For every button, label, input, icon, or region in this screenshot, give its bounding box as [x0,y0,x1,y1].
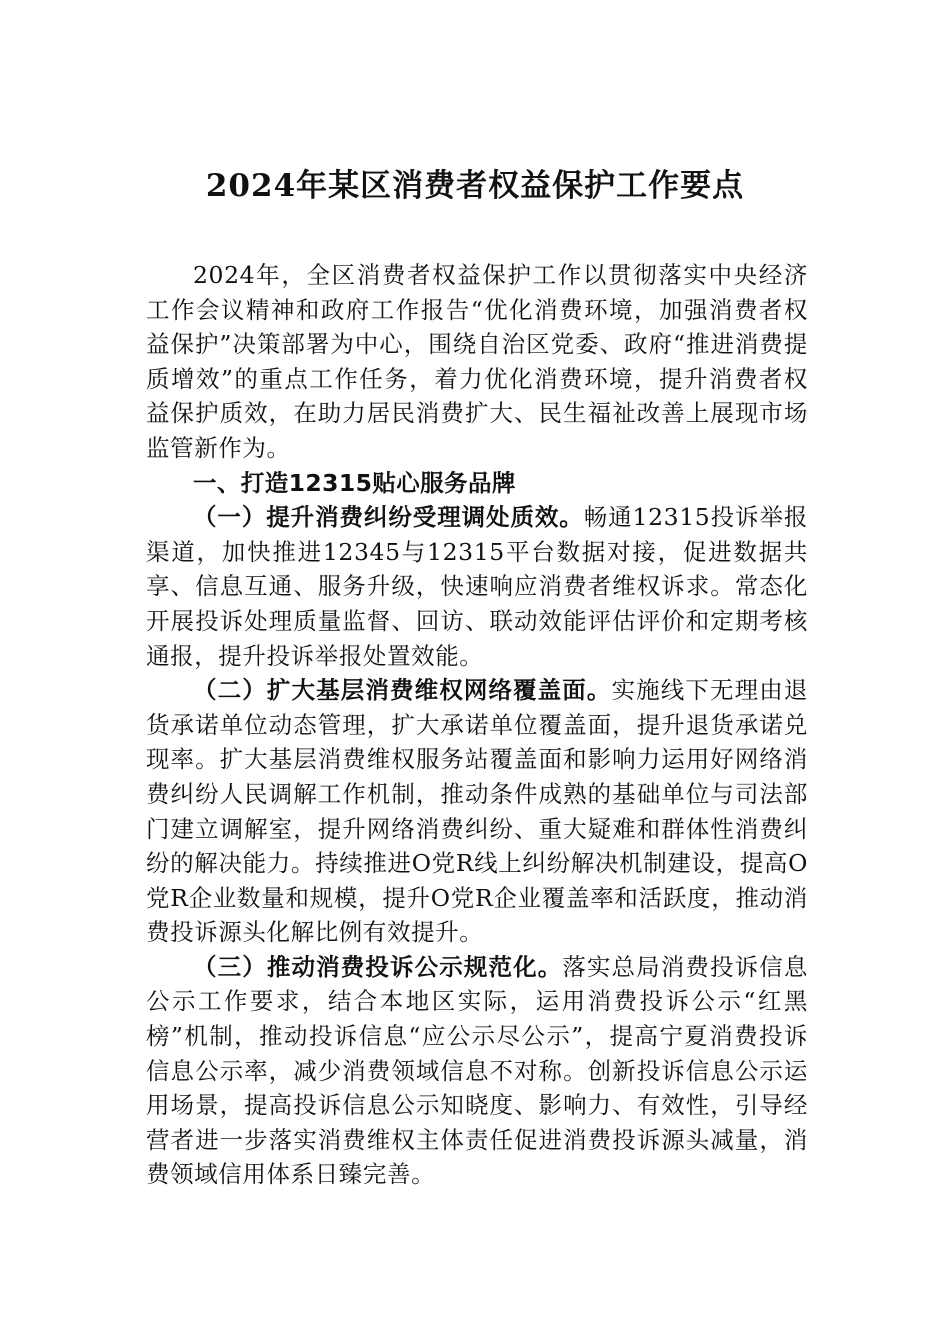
document-body [146,258,808,1192]
intro-paragraph: 2024年，全区消费者权益保护工作以贯彻落实中央经济工作会议精神和政府工作报告“优化消费环境，加强消费者权益保护”决策部署为中心，围绕自治区党委、政府“推进消费提质增效”的重点工作任务，着力优化消费环境，提升消费者权益保护质效，在助力居民消费扩大、民生福祉改善上展现市场监管新作为。 [146,261,808,462]
item-lead-3: （三）推动消费投诉公示规范化。 [193,952,563,981]
document-title: 2024年某区消费者权益保护工作要点 [205,168,745,204]
item-text-3: 落实总局消费投诉信息公示工作要求，结合本地区实际，运用消费投诉公示“红黑榜”机制，推动投诉信息“应公示尽公示”，提高宁夏消费投诉信息公示率，减少消费领域信息不对称。创新投诉信息公示运用场景，提高投诉信息公示知晓度、影响力、有效性，引导经营者进一步落实消费维权主体责任促进消费投诉源头减量，消费领域信用体系日臻完善。 [146,952,808,1189]
item-text-2: 实施线下无理由退货承诺单位动态管理，扩大承诺单位覆盖面，提升退货承诺兑现率。扩大基层消费维权服务站覆盖面和影响力运用好网络消费纠纷人民调解工作机制，推动条件成熟的基础单位与司法部门建立调解室，提升网络消费纠纷、重大疑难和群体性消费纠纷的解决能力。持续推进O党R线上纠纷解决机制建设，提高O党R企业数量和规模，提升O党R企业覆盖率和活跃度，推动消费投诉源头化解比例有效提升。 [146,676,808,947]
item-paragraph-3 [146,950,808,1192]
item-paragraph-2 [146,673,808,950]
item-paragraph-1 [146,500,808,673]
item-lead-1: （一）提升消费纠纷受理调处质效。 [193,503,584,532]
item-lead-2: （二）扩大基层消费维权网络覆盖面。 [193,676,612,705]
section-heading: 一、打造12315贴心服务品牌 [193,468,516,497]
item-text-1: 畅通12315投诉举报渠道，加快推进12345与12315平台数据对接，促进数据共享、信息互通、服务升级，快速响应消费者维权诉求。常态化开展投诉处理质量监督、回访、联动效能评估评价和定期考核通报，提升投诉举报处置效能。 [146,503,808,670]
